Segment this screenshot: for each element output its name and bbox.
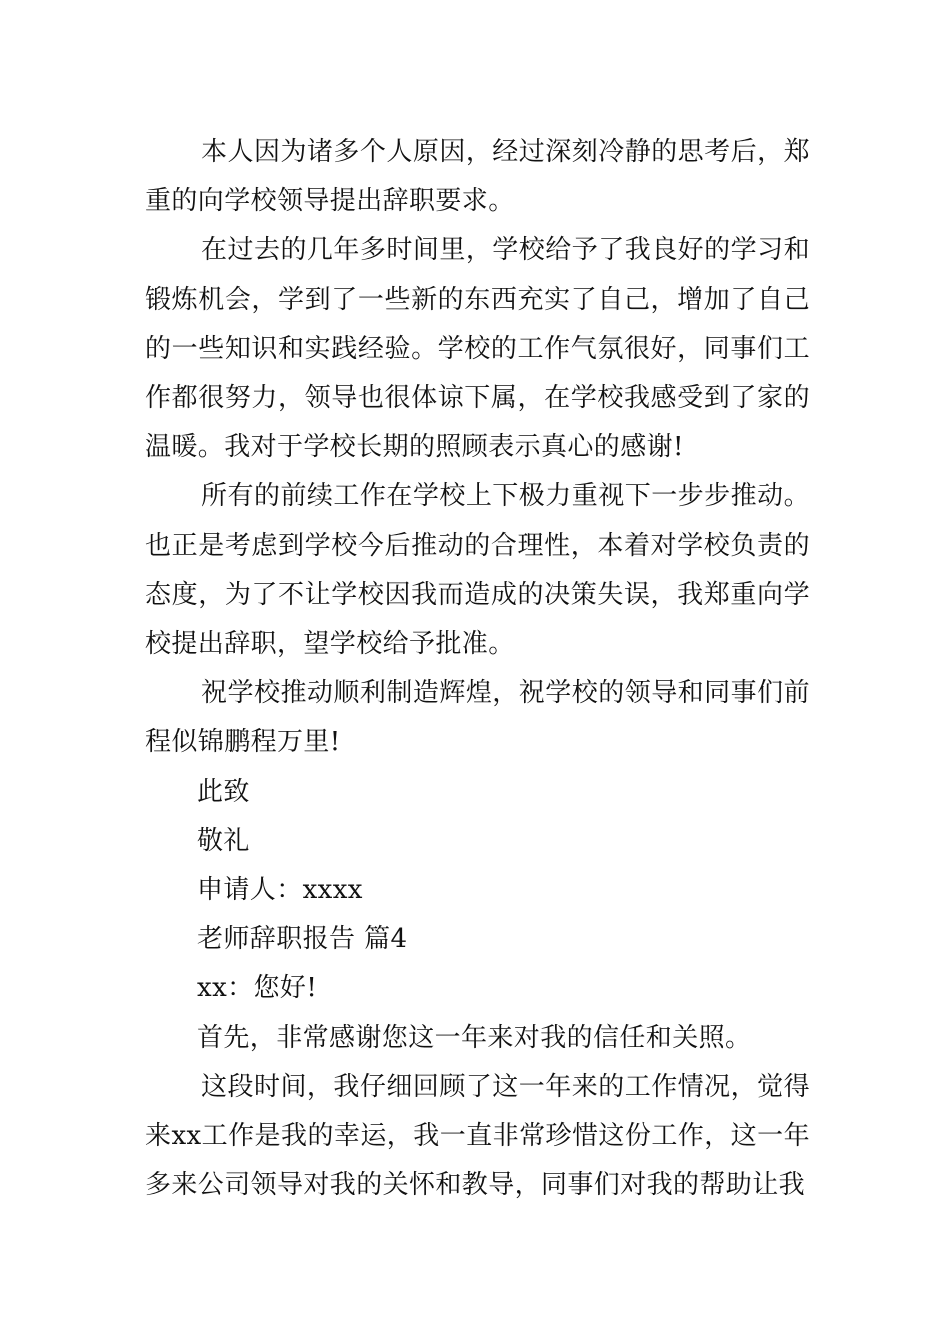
greeting-line: xx：您好! xyxy=(197,973,318,1004)
document-body xyxy=(145,128,810,1210)
paragraph-2: 在过去的几年多时间里，学校给予了我良好的学习和锻炼机会，学到了一些新的东西充实了自己，增加了自己的一些知识和实践经验。学校的工作气氛很好，同事们工作都很努力，领导也很体谅下属，在学校我感受到了家的温暖。我对于学校长期的照顾表示真心的感谢! xyxy=(145,235,810,463)
paragraph-5: 这段时间，我仔细回顾了这一年来的工作情况，觉得来xx工作是我的幸运，我一直非常珍惜这份工作，这一年多来公司领导对我的关怀和教导，同事们对我的帮助让我 xyxy=(145,1071,810,1201)
opening-line: 首先，非常感谢您这一年来对我的信任和关照。 xyxy=(197,1022,752,1053)
closing-salutation: 此致 xyxy=(197,776,250,807)
section-heading: 老师辞职报告 篇4 xyxy=(197,924,408,955)
paragraph-1: 本人因为诸多个人原因，经过深刻冷静的思考后，郑重的向学校领导提出辞职要求。 xyxy=(145,137,810,217)
paragraph-3: 所有的前续工作在学校上下极力重视下一步步推动。也正是考虑到学校今后推动的合理性，本着对学校负责的态度，为了不让学校因我而造成的决策失误，我郑重向学校提出辞职，望学校给予批准。 xyxy=(145,481,810,660)
applicant-line: 申请人：xxxx xyxy=(197,875,363,906)
paragraph-4: 祝学校推动顺利制造辉煌，祝学校的领导和同事们前程似锦鹏程万里! xyxy=(145,678,810,758)
closing-regards: 敬礼 xyxy=(197,825,250,856)
